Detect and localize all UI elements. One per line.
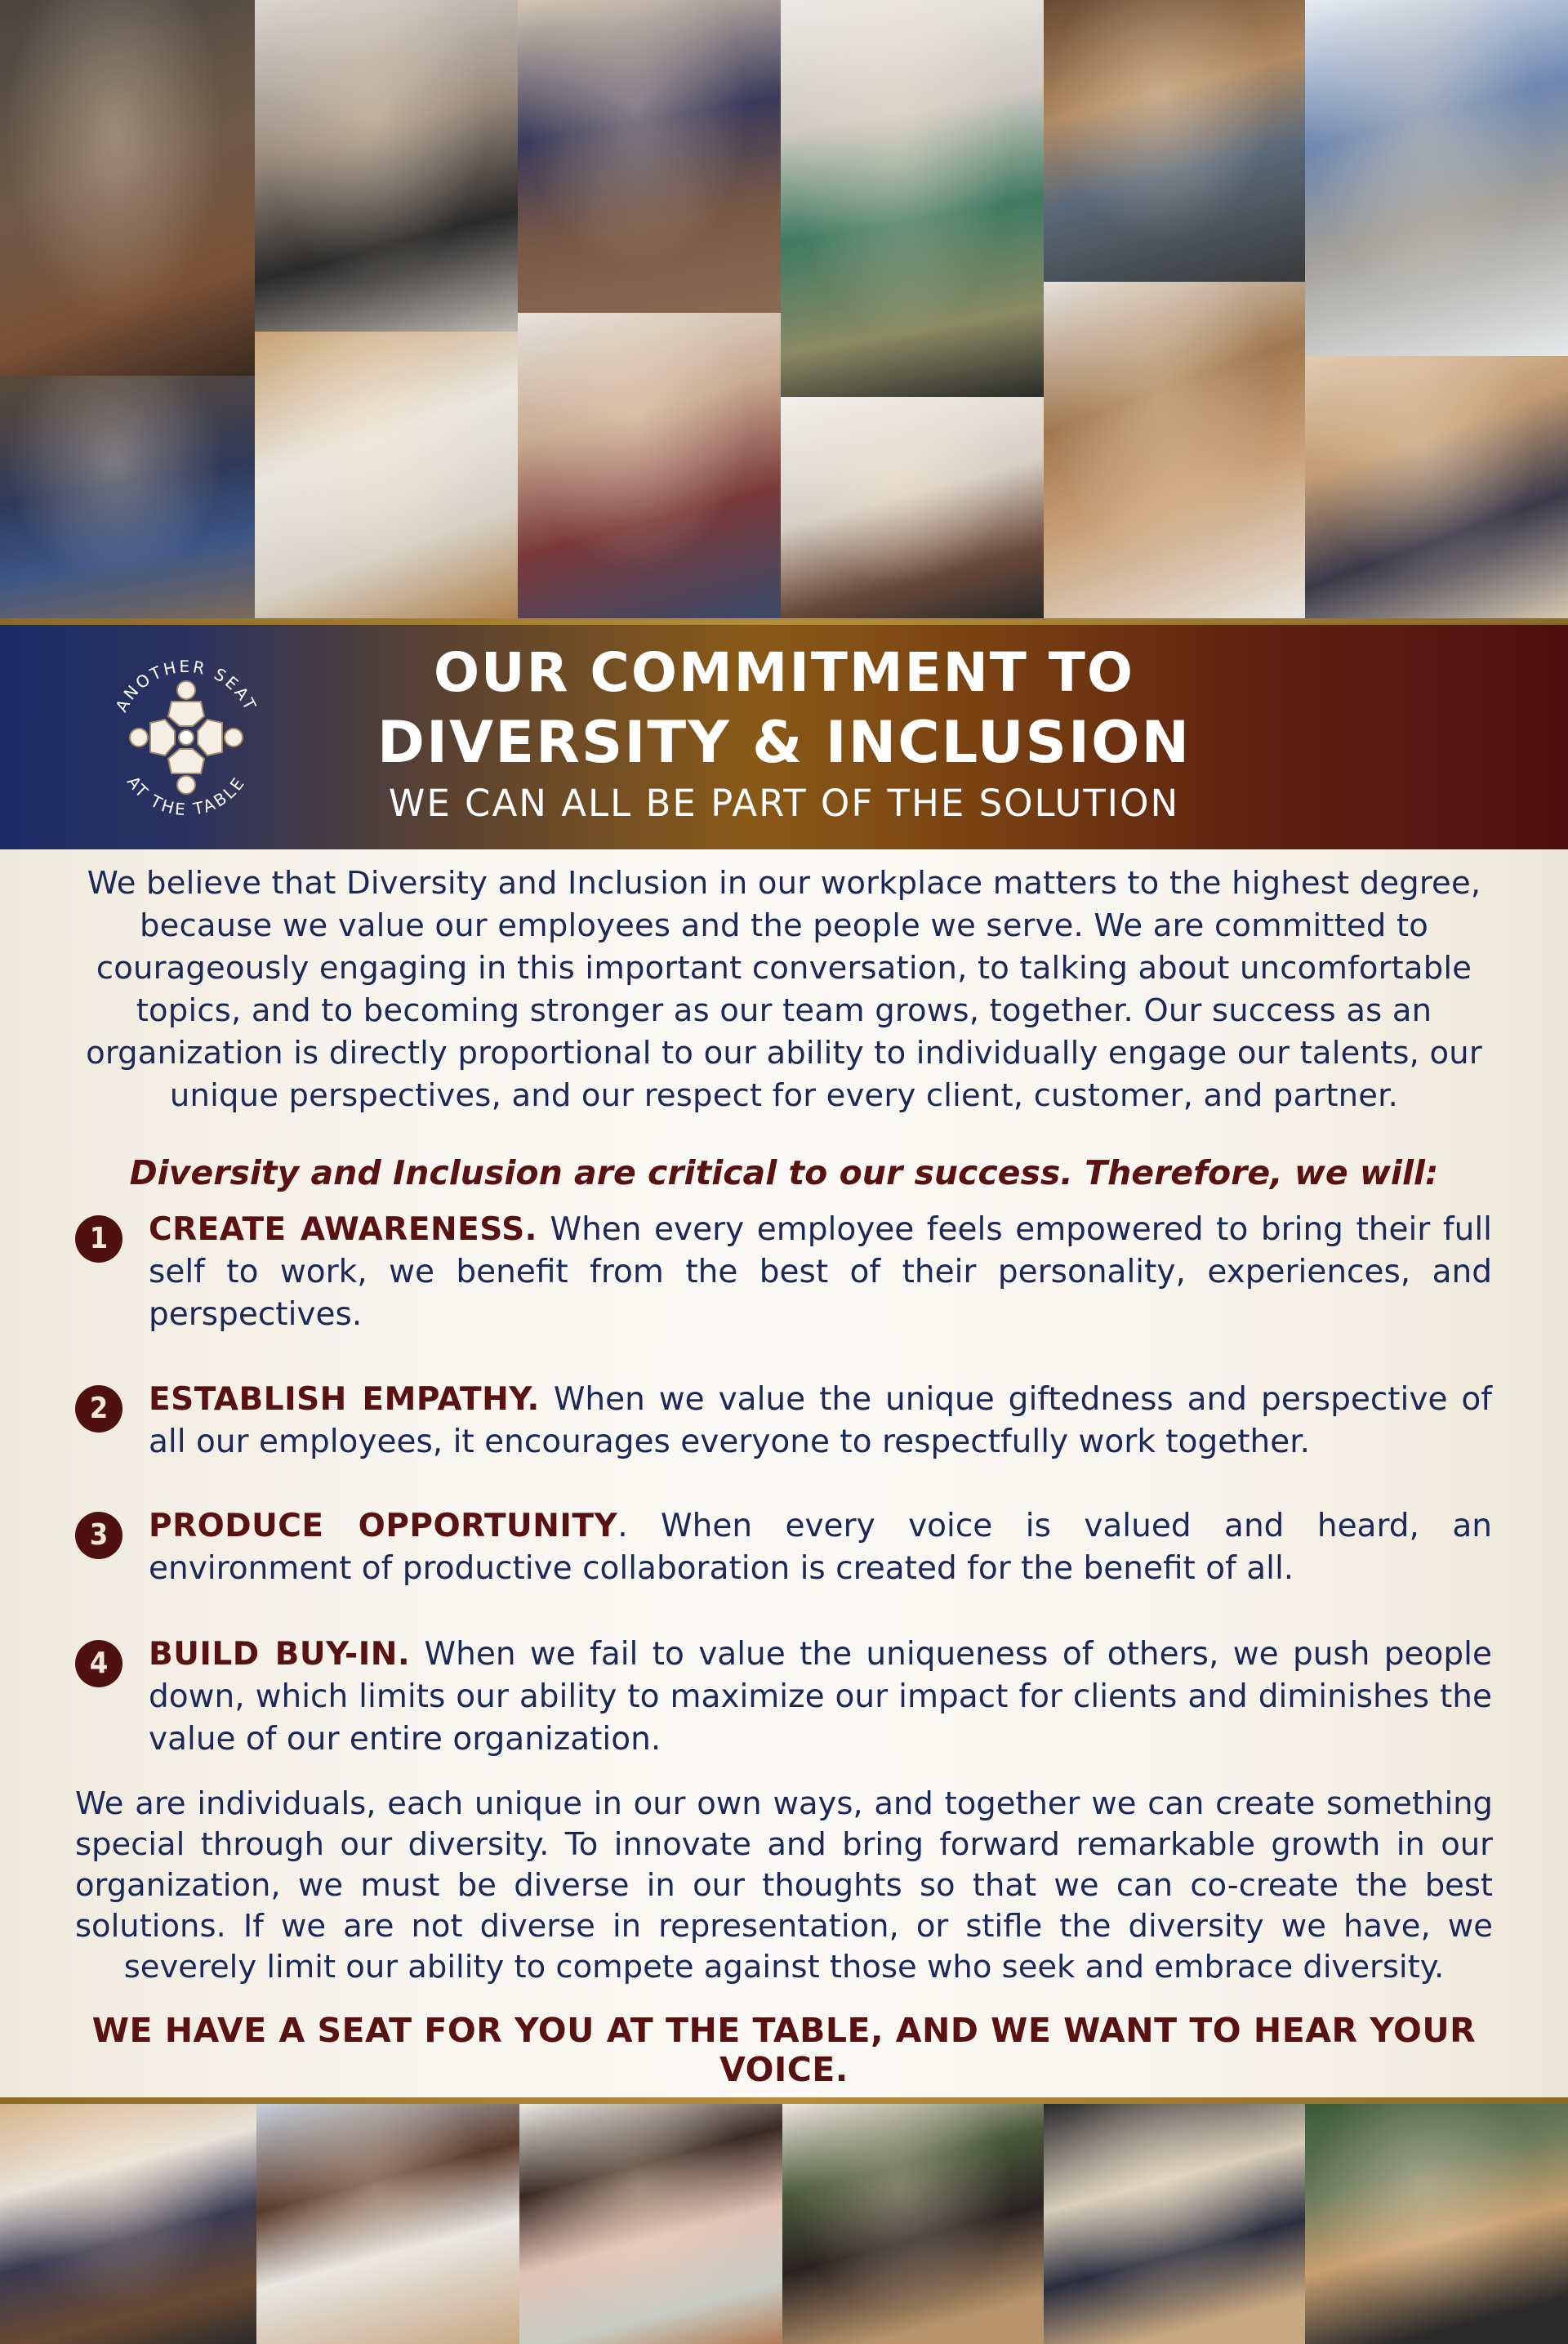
- commitment-lead: Diversity and Inclusion are critical to our success. Therefore, we will:: [129, 1153, 1439, 1192]
- commitment-item-1: [75, 1209, 1492, 1336]
- title-banner: [0, 625, 1568, 849]
- banner-title-line-1: OUR COMMITMENT TO: [433, 641, 1135, 704]
- gold-divider-top: [0, 618, 1568, 625]
- bottom-photo-strip: [0, 2104, 1568, 2344]
- photo-tile: [255, 332, 518, 618]
- commitment-item-3: [75, 1505, 1492, 1590]
- commitment-item-4: [75, 1633, 1492, 1761]
- svg-text:ANOTHER SEAT: ANOTHER SEAT: [111, 656, 261, 715]
- banner-subtitle: WE CAN ALL BE PART OF THE SOLUTION: [388, 782, 1180, 825]
- number-badge: 2: [75, 1385, 122, 1433]
- intro-paragraph: We believe that Diversity and Inclusion in our workplace matters to the highest degree, because we value our employees and the people we serve. We are committed to courageously engaging in this important conversation, to talking about uncomfortable topics, and to becoming stronger as our team grows, together. Our success as an organization is directly proportional to our ability to individually engage our talents, our unique perspectives, and our respect for every client, customer, and partner.: [86, 865, 1482, 1114]
- photo-tile: [256, 2104, 519, 2344]
- photo-tile: [0, 2104, 256, 2344]
- commitment-heading: CREATE AWARENESS.: [149, 1211, 537, 1248]
- photo-tile: [782, 2104, 1044, 2344]
- photo-tile: [518, 313, 781, 618]
- number-badge: 4: [75, 1640, 122, 1687]
- commitment-text: When every employee feels empowered to bring their full self to work, we benefit from the best of their personality, experiences, and perspectives.: [149, 1211, 1492, 1333]
- commitment-heading: BUILD BUY-IN.: [149, 1636, 411, 1673]
- photo-tile: [255, 0, 518, 332]
- number-badge: 3: [75, 1512, 122, 1559]
- photo-tile: [781, 0, 1044, 397]
- photo-tile: [1305, 356, 1568, 618]
- photo-tile: [519, 2104, 782, 2344]
- commitment-text: When we fail to value the uniqueness of others, we push people down, which limits our ability to maximize our impact for clients and diminishes the value of our entire organization.: [149, 1636, 1492, 1758]
- call-to-action: WE HAVE A SEAT FOR YOU AT THE TABLE, AND WE WANT TO HEAR YOUR VOICE.: [91, 2011, 1477, 2089]
- statement-body: [0, 849, 1568, 2097]
- svg-text:AT THE TABLE: AT THE TABLE: [122, 772, 250, 820]
- photo-tile: [518, 0, 781, 313]
- commitment-item-2: [75, 1379, 1492, 1464]
- commitment-heading: PRODUCE OPPORTUNITY: [149, 1508, 618, 1544]
- commitment-text: When we value the unique giftedness and perspective of all our employees, it encourages everyone to respectfully work together.: [149, 1381, 1492, 1460]
- photo-tile: [781, 397, 1044, 618]
- banner-title-line-2: DIVERSITY & INCLUSION: [376, 709, 1192, 776]
- photo-tile: [1044, 2104, 1305, 2344]
- gold-divider-bottom: [0, 2097, 1568, 2104]
- commitment-heading: ESTABLISH EMPATHY.: [149, 1381, 540, 1418]
- photo-tile: [1305, 0, 1568, 356]
- photo-tile: [1044, 282, 1305, 618]
- photo-tile: [0, 0, 255, 376]
- photo-tile: [0, 376, 255, 618]
- commitment-text: . When every voice is valued and heard, an environment of productive collaboration is created for the benefit of all.: [149, 1508, 1493, 1587]
- photo-tile: [1044, 0, 1305, 282]
- closing-paragraph: We are individuals, each unique in our own ways, and together we can create something special through our diversity. To innovate and bring forward remarkable growth in our organization, we must be diverse in our thoughts so that we can co-create the best solutions. If we are not diverse in representation, or stifle the diversity we have, we severely limit our ability to compete against those who seek and embrace diversity.: [75, 1785, 1493, 1985]
- number-badge: 1: [75, 1215, 122, 1263]
- top-photo-collage: [0, 0, 1568, 618]
- photo-tile: [1305, 2104, 1568, 2344]
